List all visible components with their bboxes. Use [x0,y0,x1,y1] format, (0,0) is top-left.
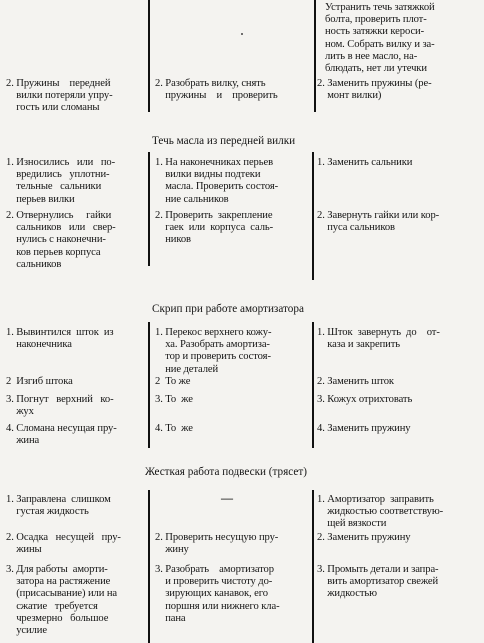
cause-cell: 3. То же [155,394,193,405]
cause-cell: 2. Разобрать вилку, снять пружины и проверить [155,78,278,102]
cause-cell: 4. То же [155,423,193,434]
cause-cell: 2 То же [155,376,191,387]
column-rule [148,0,150,112]
fault-cell: 3. Для работы аморти- затора на растяжение (присасывание) или на сжатие требуется чрезмерно большое усилие [6,564,118,637]
remedy-cell: 3. Промыть детали и запра- вить амортизатор свежей жидкостью [317,564,439,600]
remedy-cell: 3. Кожух отрихтовать [317,394,413,405]
remedy-cell: 2. Заменить пружину [317,532,411,543]
remedy-cell: 2. Завернуть гайки или кор- пуса сальников [317,210,440,234]
fault-cell: 2. Осадка несущей пру- жины [6,532,121,556]
fault-cell: 4. Сломана несущая пру- жина [6,423,117,447]
fault-cell: 1. Вывинтился шток из наконечника [6,327,114,351]
remedy-cell: 1. Заменить сальники [317,157,413,168]
column-rule [148,490,150,643]
cause-cell: 1. Перекос верхнего кожу- ха. Разобрать амортиза- тор и проверить состоя- ние деталей [155,327,272,375]
section-heading: Течь масла из передней вилки [152,135,296,147]
scan-speck [241,33,243,35]
remedy-cell: 2. Заменить пружины (ре- монт вилки) [317,78,432,102]
section-heading: Скрип при работе амортизатора [152,303,304,315]
fault-cell: 1. Заправлена слишком густая жидкость [6,494,111,518]
remedy-cell: Устранить течь затяжкой болта, проверить плот- ность затяжки кероси- ном. Собрать вилку и за- лить в нее масло, на- блюдать, нет ли утечки [325,2,435,75]
fault-cell: 1. Износились или по- вредились уплотни- тельные сальники перьев вилки [6,157,116,205]
section-heading: Жесткая работа подвески (трясет) [145,466,307,478]
cause-cell: 3. Разобрать амортизатор и проверить чистоту до- зирующих канавок, его поршня или нижнего кла- пана [155,564,280,624]
column-rule [314,0,316,112]
column-rule [148,152,150,266]
remedy-cell: 4. Заменить пружину [317,423,411,434]
column-rule [148,322,150,448]
cause-cell: 2. Проверить закрепление гаек или корпуса саль- ников [155,210,274,246]
empty-cell-dash: — [221,491,233,505]
remedy-cell: 1. Шток завернуть до от- каза и закрепить [317,327,440,351]
cause-cell: 2. Проверить несущую пру- жину [155,532,279,556]
fault-cell: 3. Погнут верхний ко- жух [6,394,114,418]
fault-cell: 2 Изгиб штока [6,376,73,387]
column-rule [312,152,314,280]
fault-cell: 2. Отвернулись гайки сальников или свер- нулись с наконечни- ков перьев корпуса сальников [6,210,116,270]
remedy-cell: 2. Заменить шток [317,376,394,387]
remedy-cell: 1. Амортизатор заправить жидкостью соответствую- щей вязкости [317,494,444,530]
cause-cell: 1. На наконечниках перьев вилки видны подтеки масла. Проверить состоя- ние сальников [155,157,279,205]
column-rule [312,490,314,643]
column-rule [312,322,314,448]
fault-cell: 2. Пружины передней вилки потеряли упру- гость или сломаны [6,78,113,114]
